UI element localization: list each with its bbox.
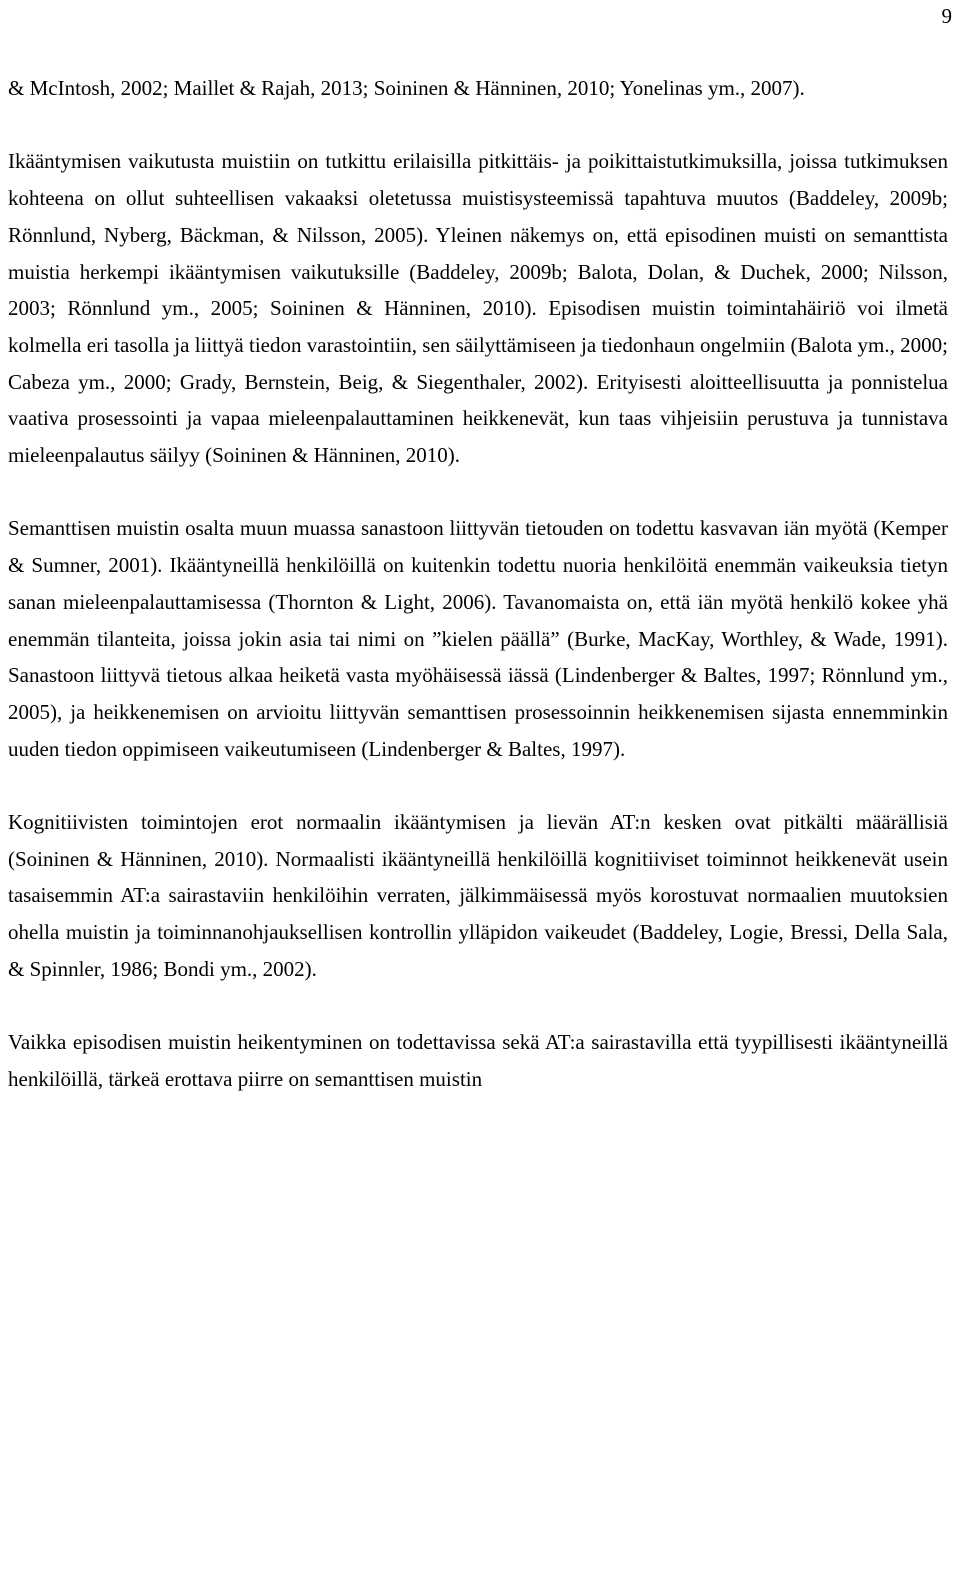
paragraph-cognitive-differences: Kognitiivisten toimintojen erot normaalin ikääntymisen ja lievän AT:n kesken ovat pitkälti määrällisiä (Soininen & Hänninen, 2010). Normaalisti ikääntyneillä henkilöillä kognitiiviset toiminnot heikkenevät usein tasaisemmin AT:a sairastaviin henkilöihin verraten, jälkimmäisessä myös korostuvat normaalien muutoksien ohella muistin ja toiminnanohjauksellisen kontrollin ylläpidon vaikeudet (Baddeley, Logie, Bressi, Della Sala, & Spinnler, 1986; Bondi ym., 2002). [8,810,948,981]
page-number: 9 [941,4,952,28]
paragraph-episodic-decline: Vaikka episodisen muistin heikentyminen on todettavissa sekä AT:a sairastavilla että tyypillisesti ikääntyneillä henkilöillä, tärkeä erottava piirre on semanttisen muistin [8,1030,948,1091]
paragraph-aging-memory: Ikääntymisen vaikutusta muistiin on tutkittu erilaisilla pitkittäis- ja poikittaistutkimuksilla, joissa tutkimuksen kohteena on ollut suhteellisen vakaaksi oletetussa muistisysteemissä tapahtuva muutos (Baddeley, 2009b; Rönnlund, Nyberg, Bäckman, & Nilsson, 2005). Yleinen näkemys on, että episodinen muisti on semanttista muistia herkempi ikääntymisen vaikutuksille (Baddeley, 2009b; Balota, Dolan, & Duchek, 2000; Nilsson, 2003; Rönnlund ym., 2005; Soininen & Hänninen, 2010). Episodisen muistin toimintahäiriö voi ilmetä kolmella eri tasolla ja liittyä tiedon varastointiin, sen säilyttämiseen ja tiedonhaun ongelmiin (Balota ym., 2000; Cabeza ym., 2000; Grady, Bernstein, Beig, & Siegenthaler, 2002). Erityisesti aloitteellisuutta ja ponnistelua vaativa prosessointi ja vapaa mieleenpalauttaminen heikkenevät, kun taas vihjeisiin perustuva ja tunnistava mieleenpalautus säilyy (Soininen & Hänninen, 2010). [8,149,948,468]
document-body [8,70,948,1134]
paragraph-continuation: & McIntosh, 2002; Maillet & Rajah, 2013; Soininen & Hänninen, 2010; Yonelinas ym., 2007). [8,76,805,100]
paragraph-semantic-memory: Semanttisen muistin osalta muun muassa sanastoon liittyvän tietouden on todettu kasvavan iän myötä (Kemper & Sumner, 2001). Ikääntyneillä henkilöillä on kuitenkin todettu nuoria henkilöitä enemmän vaikeuksia tietyn sanan mieleenpalauttamisessa (Thornton & Light, 2006). Tavanomaista on, että iän myötä henkilö kokee yhä enemmän tilanteita, joissa jokin asia tai nimi on ”kielen päällä” (Burke, MacKay, Worthley, & Wade, 1991). Sanastoon liittyvä tietous alkaa heiketä vasta myöhäisessä iässä (Lindenberger & Baltes, 1997; Rönnlund ym., 2005), ja heikkenemisen on arvioitu liittyvän semanttisen prosessoinnin heikkenemisen sijasta ennemminkin uuden tiedon oppimiseen vaikeutumiseen (Lindenberger & Baltes, 1997). [8,516,948,761]
